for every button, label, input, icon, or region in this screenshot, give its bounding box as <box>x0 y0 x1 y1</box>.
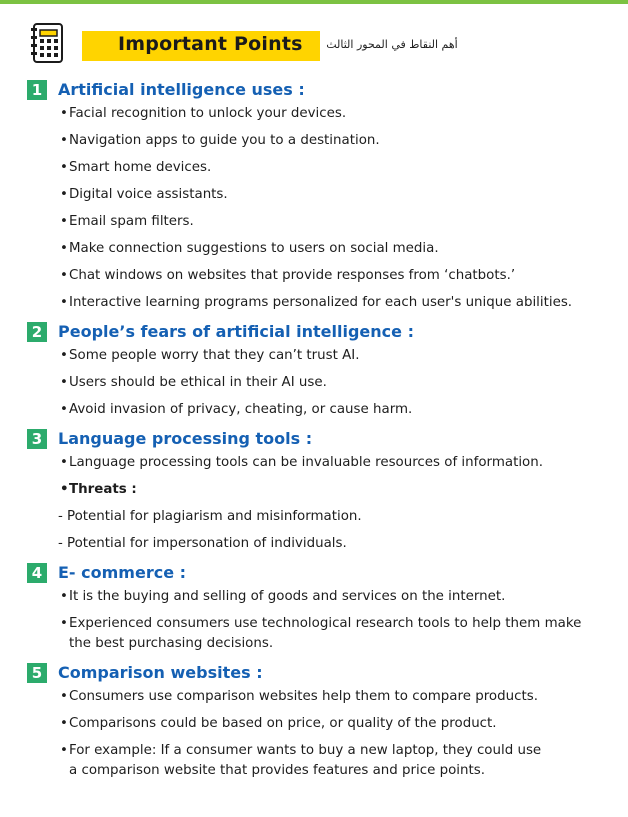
list-item: •Interactive learning programs personalized for each user's unique abilities. <box>60 295 573 310</box>
section-number-badge: 1 <box>27 80 47 100</box>
section-title: Artificial intelligence uses : <box>58 80 305 99</box>
list-item: •Language processing tools can be invaluable resources of information. <box>60 455 543 470</box>
content <box>0 78 628 788</box>
list-item: •Email spam filters. <box>60 214 194 229</box>
section-title: E- commerce : <box>58 563 187 582</box>
list-item: •Navigation apps to guide you to a destination. <box>60 133 380 148</box>
list-item: •Avoid invasion of privacy, cheating, or cause harm. <box>60 402 413 417</box>
list-item-wrapped: •For example: If a consumer wants to buy a new laptop, they could use a comparison website that provides features and price points. <box>60 743 542 778</box>
top-rule <box>0 0 628 4</box>
arabic-subtitle: أهم النقاط في المحور الثالث <box>326 38 458 51</box>
list-item: •Some people worry that they can’t trust AI. <box>60 348 360 363</box>
threat-item: - Potential for plagiarism and misinformation. <box>58 509 362 524</box>
list-item: •Digital voice assistants. <box>60 187 228 202</box>
section-number-badge: 5 <box>27 663 47 683</box>
section-title: People’s fears of artificial intelligence : <box>58 322 414 341</box>
section-5-heading <box>27 661 628 687</box>
section-number-badge: 2 <box>27 322 47 342</box>
notebook-calculator-icon <box>28 20 68 66</box>
list-item: •It is the buying and selling of goods and services on the internet. <box>60 589 506 604</box>
list-item: •Smart home devices. <box>60 160 212 175</box>
section-number-badge: 4 <box>27 563 47 583</box>
header <box>22 20 612 68</box>
section-title: Language processing tools : <box>58 429 313 448</box>
threat-item: - Potential for impersonation of individuals. <box>58 536 347 551</box>
list-item: •Chat windows on websites that provide responses from ‘chatbots.’ <box>60 268 516 283</box>
section-2-heading <box>27 320 628 346</box>
threats-label: •Threats : <box>60 482 137 497</box>
list-item: •Consumers use comparison websites help them to compare products. <box>60 689 538 704</box>
section-number-badge: 3 <box>27 429 47 449</box>
section-title: Comparison websites : <box>58 663 263 682</box>
list-item: •Comparisons could be based on price, or quality of the product. <box>60 716 497 731</box>
list-item: •Make connection suggestions to users on social media. <box>60 241 439 256</box>
section-3-heading <box>27 427 628 453</box>
page-title: Important Points <box>118 33 303 55</box>
list-item: •Users should be ethical in their AI use. <box>60 375 327 390</box>
section-1-heading <box>27 78 628 104</box>
list-item: •Facial recognition to unlock your devices. <box>60 106 347 121</box>
list-item-wrapped: •Experienced consumers use technological research tools to help them make the best purchasing decisions. <box>60 616 582 651</box>
section-4-heading <box>27 561 628 587</box>
